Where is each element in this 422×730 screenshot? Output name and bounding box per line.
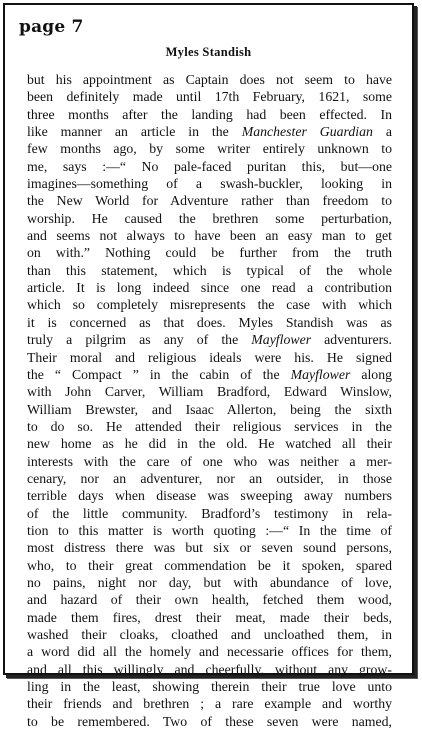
text-run: it is concerned as that does. Myles Standish was as xyxy=(27,314,392,330)
text-run: which so completely misrepresents the case with which xyxy=(27,297,392,313)
text-line xyxy=(27,626,392,643)
running-head-title: Myles Standish xyxy=(165,45,252,59)
text-run: to be remembered. Two of these seven were named, xyxy=(27,713,392,729)
text-run: but his appointment as Captain does not seem to have xyxy=(27,72,392,87)
text-run: worship. He caused the brethren some perturbation, xyxy=(27,210,392,226)
text-line xyxy=(27,123,392,140)
text-line xyxy=(27,487,392,504)
text-run: ling in the least, showing therein their true love unto xyxy=(27,679,392,695)
text-run: on with.” Nothing could be further from the truth xyxy=(27,245,392,261)
text-run: cenary, nor an adventurer, nor an outsider, in those xyxy=(27,470,392,486)
text-line xyxy=(27,279,392,296)
text-line xyxy=(27,140,392,157)
text-line xyxy=(27,227,392,244)
text-line xyxy=(27,192,392,209)
text-line xyxy=(27,331,392,348)
page-frame xyxy=(3,3,414,729)
text-line xyxy=(27,175,392,192)
text-run: tion to this matter is worth quoting :—“ In the time of xyxy=(27,522,392,538)
text-run: and all this willingly and cheerfully, without any grow- xyxy=(27,661,392,677)
text-line xyxy=(27,522,392,539)
text-run: adventurers. xyxy=(311,332,392,348)
text-run: terrible days when disease was sweeping away numbers xyxy=(27,488,392,504)
text-line xyxy=(27,609,392,626)
text-run: truly a pilgrim as any of the xyxy=(27,332,252,348)
text-line xyxy=(27,713,392,730)
text-line xyxy=(27,296,392,313)
text-run: than this statement, which is typical of the whole xyxy=(27,262,392,278)
text-run: the New World for Adventure rather than freedom to xyxy=(27,193,392,209)
text-line xyxy=(27,574,392,591)
text-run: of the little community. Bradford’s testimony in rela- xyxy=(27,505,392,521)
text-line xyxy=(27,435,392,452)
body-text xyxy=(27,71,392,730)
text-run: been definitely made until 17th February, 1621, some xyxy=(27,89,392,105)
text-run: along xyxy=(350,366,392,382)
text-line xyxy=(27,695,392,712)
text-run: new home as he did in the old. He watched all their xyxy=(27,436,392,452)
text-line xyxy=(27,106,392,123)
text-line xyxy=(27,505,392,522)
text-line xyxy=(27,401,392,418)
text-line xyxy=(27,557,392,574)
italic-title: Manchester Guardian xyxy=(241,124,373,140)
text-run: with John Carver, William Bradford, Edward Winslow, xyxy=(27,384,392,400)
text-line xyxy=(27,71,392,88)
text-run: the “ Compact ” in the cabin of the xyxy=(27,366,291,382)
text-run: made them fires, drest their meat, made their beds, xyxy=(27,609,392,625)
text-line xyxy=(27,539,392,556)
text-run: William Brewster, and Isaac Allerton, being the sixth xyxy=(27,401,392,417)
text-line xyxy=(27,349,392,366)
text-line xyxy=(27,470,392,487)
text-run: and seems not always to have been an easy man to get xyxy=(27,228,392,244)
text-line xyxy=(27,591,392,608)
text-run: washed their cloaks, cloathed and uncloathed them, in xyxy=(27,627,392,642)
text-run: three months after the landing had been effected. In xyxy=(27,106,392,122)
text-line xyxy=(27,88,392,105)
text-run: their friends and brethren ; a rare example and worthy xyxy=(27,696,392,712)
page-number-label: page 7 xyxy=(19,17,84,37)
text-line xyxy=(27,418,392,435)
text-run: Their moral and religious ideals were his. He signed xyxy=(27,349,392,365)
text-line xyxy=(27,383,392,400)
text-run: most distress there was but six or seven sound persons, xyxy=(27,540,392,556)
italic-title: Mayflower xyxy=(251,332,312,348)
text-line xyxy=(27,453,392,470)
italic-title: Mayflower xyxy=(290,366,351,382)
text-run: no pains, night nor day, but with abundance of love, xyxy=(27,574,392,590)
text-line xyxy=(27,366,392,383)
text-run: me, says :—“ No pale-faced puritan this, but—one xyxy=(27,158,392,174)
text-run: imagines—something of a swash-buckler, looking in xyxy=(27,176,392,192)
text-line xyxy=(27,314,392,331)
text-run: who, to their great commendation be it spoken, spared xyxy=(27,557,392,573)
text-line xyxy=(27,661,392,678)
text-line xyxy=(27,244,392,261)
text-run: like manner an article in the xyxy=(27,124,242,140)
text-run: few months ago, by some writer entirely unknown to xyxy=(27,141,392,157)
text-run: a xyxy=(372,124,392,140)
text-run: to do so. He attended their religious services in the xyxy=(27,418,392,434)
text-line xyxy=(27,158,392,175)
text-run: article. It is long indeed since one read a contribution xyxy=(27,280,392,296)
text-line xyxy=(27,643,392,660)
text-line xyxy=(27,678,392,695)
text-line xyxy=(27,262,392,279)
text-run: interests with the care of one who was neither a mer- xyxy=(27,453,392,469)
text-run: a word did all the homely and necessarie offices for them, xyxy=(27,644,392,660)
text-run: and hazard of their own health, fetched them wood, xyxy=(27,592,392,608)
text-line xyxy=(27,210,392,227)
